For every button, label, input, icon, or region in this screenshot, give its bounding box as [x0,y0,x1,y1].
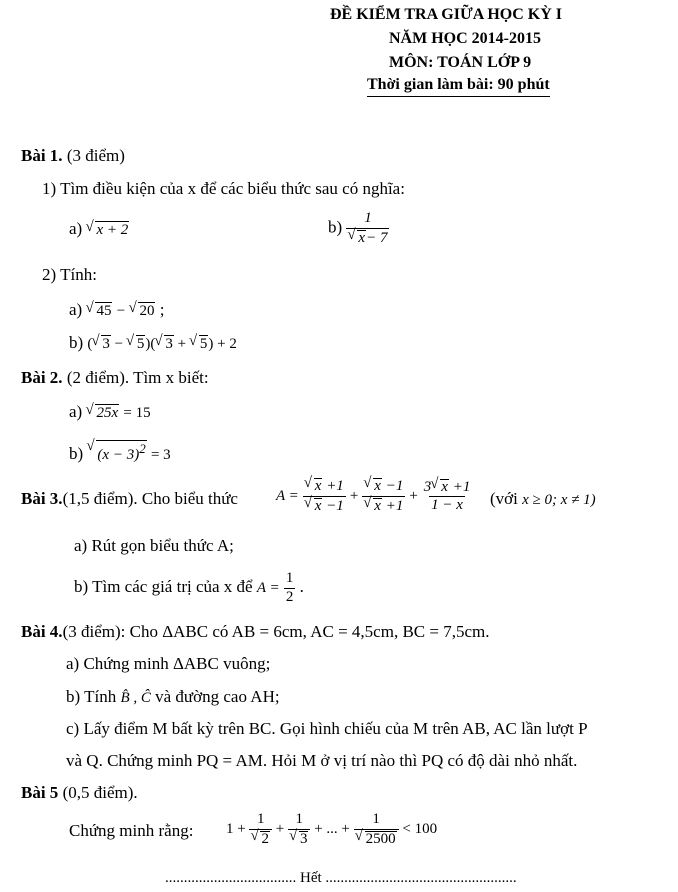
exam-title: ĐỀ KIỂM TRA GIỮA HỌC KỲ I [330,6,563,23]
bai3-cond: (với [490,489,518,508]
frac2-den [362,496,405,515]
bai5-one: 1 + [226,821,246,838]
footer [165,870,517,887]
bai1-b [328,211,389,247]
rad3a: 3 [102,336,110,352]
f1d-rad: x [314,497,322,514]
bai2-b-label: b) [69,444,84,463]
bai1-c-sqrt1 [86,302,112,320]
bai1-a-sqrt [86,221,129,239]
bai5-frac3-den [288,829,311,848]
school-year: NĂM HỌC 2014-2015 [389,30,541,47]
bai1-title: Bài 1. [21,146,63,165]
bai2-rest: (2 điểm). Tìm x biết: [66,368,209,387]
bai1-b-rad: x [358,229,366,246]
f1d-sqrt [305,498,323,515]
bai1-d-expr: (√ 3 − √ 5)(√ 3 + √ 5) + 2 [87,336,236,352]
bai1-a [69,219,129,239]
sqrt3b [155,335,174,353]
bai1-points: (3 điểm) [66,146,125,165]
bai3-a: a) Rút gọn biểu thức A; [74,536,234,555]
bai5-frac2 [249,812,272,848]
bai5-rad2500: 2500 [365,830,396,847]
bai2-b-rad: (x − 3) [97,447,140,463]
frac3 [422,479,473,515]
bai1-c-tail: ; [159,300,165,319]
bai5-sqrt2500 [356,831,397,848]
frac1 [303,478,346,515]
bai5-frac2500-den [354,829,399,848]
bai2-a-rhs: = 15 [123,405,151,421]
bai4-c2: và Q. Chứng minh PQ = AM. Hỏi M ở vị trí nào thì PQ có độ dài nhỏ nhất. [66,751,578,770]
bai4-heading [21,622,489,642]
bai1-a-expr: x + 2 [96,222,129,238]
bai4-rest: (3 điểm): Cho ΔABC có AB = 6cm, AC = 4,5cm, BC = 7,5cm. [62,622,490,641]
bai3-condition [490,489,596,509]
bai5-dots: + ... + [314,821,350,838]
bai4-b [66,687,280,707]
bai3-cond-math: x ≥ 0; x ≠ 1) [522,492,596,508]
bai1-q1: 1) Tìm điều kiện của x để các biểu thức sau có nghĩa: [42,179,405,198]
f3n-head: 3 [423,478,432,495]
footer-right-dots: ................................................... [325,870,517,886]
f1n-tail: +1 [322,478,344,494]
bai3-b-frac [284,571,296,606]
frac2 [362,478,405,515]
bai2-b [69,440,171,464]
bai1-b-sqrt [348,230,366,247]
bai2-title: Bài 2. [21,368,63,387]
bai4-b-post: và đường cao AH; [155,687,280,706]
sqrt3a [92,335,111,353]
frac1-num [303,478,346,496]
bai5-prove: Chứng minh rằng: [69,821,194,840]
bai4-a: a) Chứng minh ΔABC vuông; [66,654,271,673]
bai5-frac2500 [354,812,399,848]
frac1-den [303,496,346,515]
f2n-rad: x [374,478,381,494]
bai5-rad2: 2 [261,830,269,847]
f2d-tail: +1 [381,497,404,514]
bai1-b-label: b) [328,217,343,237]
minus-sign: − [116,303,126,319]
bai5-sqrt3 [290,831,309,848]
bai1-c-label: a) [69,300,83,319]
bai1-c [69,300,164,320]
sqrt5a [127,335,146,353]
bai1-d-tail: + 2 [217,336,237,352]
bai1-b-num: 1 [364,210,372,226]
sqrt5b [190,335,209,353]
bai5-title: Bài 5 [21,783,59,802]
f2d-rad: x [374,497,381,514]
bai1-b-tail: − 7 [366,229,388,246]
f3n-sqrt [431,479,449,496]
bai5-rest: (0,5 điểm). [62,783,138,802]
bai3-b-text: b) Tìm các giá trị của x để [74,577,253,597]
bai3-heading [21,489,238,509]
bai1-d-label: b) [69,333,84,352]
bai1-a-label: a) [69,219,83,238]
bai1-heading [21,146,125,166]
bai5-sqrt2 [251,831,270,848]
bai3-b-num: 1 [285,570,294,586]
plus1: + [349,487,359,504]
bai5-frac3 [288,812,311,848]
bai3-formula [276,478,472,515]
bai5-heading [21,783,138,803]
bai5-frac3-num: 1 [295,811,303,827]
exam-time: Thời gian làm bài: 90 phút [367,76,550,97]
subject: MÔN: TOÁN LỚP 9 [389,54,532,71]
plus2: + [409,487,418,504]
rad3b: 3 [165,336,173,352]
bai1-q2: 2) Tính: [42,265,97,284]
bai1-c-rad1: 45 [96,303,112,319]
bai3-title: Bài 3. [21,489,63,508]
bai1-c-sqrt2 [129,302,155,320]
bai1-b-frac [346,211,389,247]
f3n-rad: x [441,478,448,495]
bai2-a [69,402,151,422]
bai2-b-rhs: = 3 [150,447,171,463]
frac3-den: 1 − x [431,497,463,514]
bai5-frac2500-num: 1 [372,811,380,827]
bai4-c1: c) Lấy điểm M bất kỳ trên BC. Gọi hình chiếu của M trên AB, AC lần lượt P [66,719,588,738]
bai2-b-sqrt [87,440,146,464]
bai5-lt: < 100 [402,821,438,838]
f2d-sqrt [364,498,382,515]
bai5-rad3: 3 [299,830,308,847]
f2n-sqrt [364,478,382,495]
frac2-num [362,478,405,496]
bai1-c-rad2: 20 [139,303,155,319]
bai2-a-sqrt [86,404,119,422]
f3d-one: 1 − [431,497,457,514]
bai2-heading [21,368,209,388]
bai4-title: Bài 4. [21,622,63,641]
rad5a: 5 [136,336,145,352]
bai2-a-rad: 25x [96,405,119,421]
bai4-b-math: B̂ , Ĉ [120,690,151,706]
frac3-num [422,479,473,497]
f2n-tail: −1 [381,478,404,494]
f3n-tail: +1 [448,478,471,495]
bai5-frac2-den [249,829,272,848]
bai2-b-radwrap [96,440,146,464]
bai5-inequality [226,812,437,848]
bai3-rest: (1,5 điểm). Cho biểu thức [62,489,238,508]
bai5-plus: + [275,821,285,838]
bai4-b-pre: b) Tính [66,687,117,706]
bai2-a-label: a) [69,402,83,421]
bai3-b-den: 2 [285,588,294,605]
footer-end: Hết [300,870,322,886]
bai3-A: A = [276,487,299,504]
bai2-b-exp: 2 [139,441,146,456]
bai3-b [74,571,304,606]
bai1-d [69,333,237,353]
f1n-rad: x [314,478,322,494]
bai1-b-den [346,228,389,247]
f1d-tail: −1 [322,497,344,514]
bai3-b-A: A = [256,580,280,597]
bai3-b-tail: . [299,577,304,597]
rad5b: 5 [199,336,208,352]
f1n-sqrt [305,478,323,495]
bai5-frac2-num: 1 [256,811,265,827]
footer-left-dots: ................................... [165,870,297,886]
